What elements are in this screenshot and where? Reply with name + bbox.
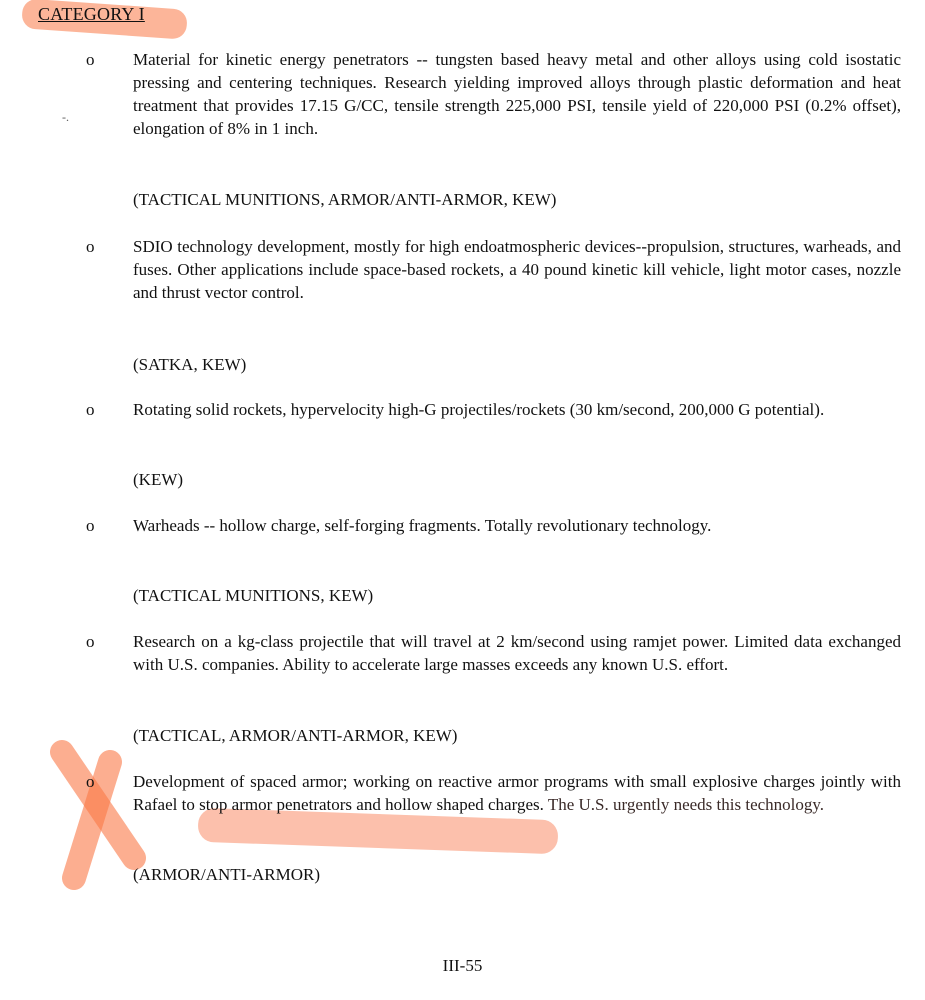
page-number: III-55: [442, 956, 483, 975]
item-description: Rotating solid rockets, hypervelocity high-G projectiles/rockets (30 km/second, 200,000 G potential).: [133, 400, 825, 419]
category-heading: CATEGORY I: [38, 4, 145, 24]
item-tags: (TACTICAL MUNITIONS, ARMOR/ANTI-ARMOR, KEW): [133, 190, 557, 209]
item-tags: (TACTICAL MUNITIONS, KEW): [133, 586, 374, 605]
highlighted-note: The U.S. urgently needs this technology.: [547, 795, 825, 814]
bullet-marker: o: [86, 50, 95, 69]
item-tags: (ARMOR/ANTI-ARMOR): [133, 865, 320, 884]
item-description-text: Development of spaced armor; working on reactive armor programs with small explosive charges jointly with Rafael to stop armor penetrators and hollow shaped charges.: [133, 772, 901, 814]
item-description: [133, 770, 901, 816]
item-description: Research on a kg-class projectile that will travel at 2 km/second using ramjet power. Limited data exchanged with U.S. companies. Ability to accelerate large masses exceeds any known U.S. effort.: [133, 632, 901, 674]
item-tags: (KEW): [133, 470, 184, 489]
bullet-marker: o: [86, 772, 95, 791]
bullet-marker: o: [86, 632, 95, 651]
bullet-marker: o: [86, 400, 95, 419]
item-tags: (TACTICAL, ARMOR/ANTI-ARMOR, KEW): [133, 726, 458, 745]
bullet-marker: o: [86, 237, 95, 256]
scan-speck: -.: [62, 110, 69, 124]
item-description: Warheads -- hollow charge, self-forging fragments. Totally revolutionary technology.: [133, 516, 712, 535]
item-tags: (SATKA, KEW): [133, 355, 247, 374]
item-description: Material for kinetic energy penetrators -- tungsten based heavy metal and other alloys using cold isostatic pressing and centering techniques. Research yielding improved alloys through plastic deformation and heat treatment that provides 17.15 G/CC, tensile strength 225,000 PSI, tensile yield of 220,000 PSI (0.2% offset), elongation of 8% in 1 inch.: [133, 50, 901, 138]
bullet-marker: o: [86, 516, 95, 535]
item-description: SDIO technology development, mostly for high endoatmospheric devices--propulsion, structures, warheads, and fuses. Other applications include space-based rockets, a 40 pound kinetic kill vehicle, light motor cases, nozzle and thrust vector control.: [133, 237, 901, 302]
